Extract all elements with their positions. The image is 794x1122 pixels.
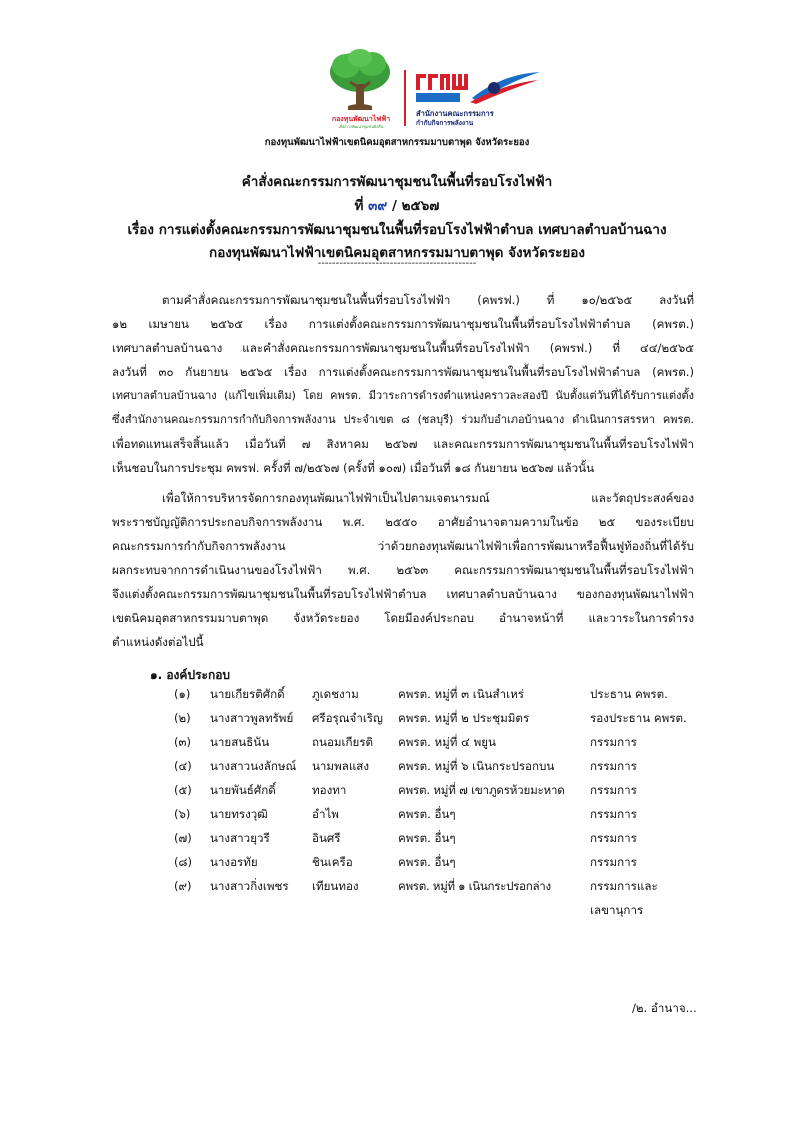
member-affiliation: คพรต. หมู่ที่ ๑ เนินกระปรอกล่าง	[398, 879, 551, 893]
member-role-continued: เลขานุการ	[590, 903, 644, 917]
member-row	[150, 734, 710, 758]
member-role: กรรมการ	[590, 759, 637, 773]
member-name: นางสาวยุวรี	[210, 831, 270, 845]
member-surname: ถนอมเกียรติ	[312, 735, 374, 749]
member-number: (๒)	[174, 711, 191, 725]
member-surname: เทียนทอง	[312, 879, 359, 893]
member-surname: ศรีอรุณจำเริญ	[312, 711, 383, 725]
member-name: นายทรงวุฒิ	[210, 807, 268, 821]
member-role: กรรมการ	[590, 831, 637, 845]
erc-logo	[412, 70, 552, 130]
paragraph-1	[112, 288, 694, 480]
paragraph-line: เทศบาลตำบลบ้านฉาง (แก้ไขเพิ่มเติม) โดย คพรต. มีวาระการดำรงตำแหน่งคราวละสองปี นับตั้งแต่วันที่ได้รับการแต่งตั้ง	[112, 389, 694, 402]
member-role: กรรมการ	[590, 735, 637, 749]
member-affiliation: คพรต. หมู่ที่ ๗ เขาภูดรห้วยมะหาด	[398, 783, 565, 797]
member-row	[150, 710, 710, 734]
member-number: (๙)	[174, 879, 192, 893]
member-surname: อำไพ	[312, 807, 339, 821]
paragraph-line: คณะกรรมการกำกับกิจการพลังงาน ว่าด้วยกองทุนพัฒนาไฟฟ้าเพื่อการพัฒนาหรือฟื้นฟูท้องถิ่นที่ได้รับ	[112, 539, 694, 553]
member-surname: นามพลแสง	[312, 759, 370, 773]
member-number: (๑)	[174, 687, 191, 701]
order-number-value: ๓๙	[368, 198, 388, 214]
order-subject: เรื่อง การแต่งตั้งคณะกรรมการพัฒนาชุมชนในพื้นที่รอบโรงไฟฟ้าตำบล เทศบาลตำบลบ้านฉาง	[127, 222, 667, 238]
paragraph-line: พระราชบัญญัติการประกอบกิจการพลังงาน พ.ศ. ๒๕๕๐ อาศัยอำนาจตามความในข้อ ๒๕ ของระเบียบ	[112, 515, 694, 529]
member-role: กรรมการ	[590, 807, 637, 821]
member-number: (๓)	[174, 735, 191, 749]
member-row	[150, 830, 710, 854]
member-name: นายพันธ์ศักดิ์	[210, 783, 276, 797]
paragraph-2	[112, 486, 694, 654]
member-number: (๕)	[174, 783, 192, 797]
member-number: (๗)	[174, 831, 192, 845]
order-number-prefix: ที่	[354, 198, 369, 214]
fund-logo-subcaption: เพื่อการพัฒนาชุมชนยั่งยืน	[338, 124, 384, 129]
paragraph-line: ผลกระทบจากการดำเนินงานของโรงไฟฟ้า พ.ศ. ๒๕๖๓ คณะกรรมการพัฒนาชุมชนในพื้นที่รอบโรงไฟฟ้า	[112, 563, 694, 577]
title-separator: --------------------------------------------	[317, 258, 477, 269]
member-number: (๖)	[174, 807, 191, 821]
member-name: นายเกียรติศักดิ์	[210, 687, 285, 701]
erc-mark-icon	[412, 70, 542, 106]
member-row	[150, 854, 710, 878]
member-surname: ชินเครือ	[312, 855, 353, 869]
member-row	[150, 806, 710, 830]
fund-logo-caption: กองทุนพัฒนาไฟฟ้า	[331, 115, 391, 123]
paragraph-line: ลงวันที่ ๓๐ กันยายน ๒๕๖๕ เรื่อง การแต่งตั้งคณะกรรมการพัฒนาชุมชนในพื้นที่รอบโรงไฟฟ้าตำบล (คพรต.)	[112, 365, 694, 379]
member-affiliation: คพรต. หมู่ที่ ๔ พยูน	[398, 735, 496, 749]
paragraph-line: จึงแต่งตั้งคณะกรรมการพัฒนาชุมชนในพื้นที่รอบโรงไฟฟ้าตำบล เทศบาลตำบลบ้านฉาง ของกองทุนพัฒนาไฟฟ้า	[112, 587, 694, 601]
section-heading: ๑. องค์ประกอบ	[150, 668, 231, 682]
erc-name-line1: สำนักงานคณะกรรมการ	[416, 109, 494, 118]
member-row	[150, 758, 710, 782]
member-name: นางสาวพูลทรัพย์	[210, 711, 294, 725]
member-row	[150, 878, 710, 926]
member-affiliation: คพรต. อื่นๆ	[398, 831, 456, 845]
paragraph-line: ตามคำสั่งคณะกรรมการพัฒนาชุมชนในพื้นที่รอบโรงไฟฟ้า (คพรฟ.) ที่ ๑๐/๒๕๖๕ ลงวันที่	[162, 293, 694, 307]
member-role: กรรมการ	[590, 783, 637, 797]
member-affiliation: คพรต. อื่นๆ	[398, 855, 456, 869]
member-number: (๘)	[174, 855, 192, 869]
fund-name: กองทุนพัฒนาไฟฟ้าเขตนิคมอุตสาหกรรมมาบตาพุด จังหวัดระยอง	[264, 137, 530, 148]
member-affiliation: คพรต. หมู่ที่ ๓ เนินสำเหร่	[398, 687, 524, 701]
member-role: กรรมการ	[590, 855, 637, 869]
paragraph-line: เพื่อทดแทนเสร็จสิ้นแล้ว เมื่อวันที่ ๗ สิงหาคม ๒๕๖๗ และคณะกรรมการพัฒนาชุมชนในพื้นที่รอบโรงไฟฟ้า	[112, 437, 694, 451]
order-title: คำสั่งคณะกรรมการพัฒนาชุมชนในพื้นที่รอบโรงไฟฟ้า	[241, 174, 553, 190]
order-number-year: / ๒๕๖๗	[387, 198, 440, 214]
member-surname: ทองทา	[312, 783, 347, 797]
paragraph-line: เพื่อให้การบริหารจัดการกองทุนพัฒนาไฟฟ้าเป็นไปตามเจตนารมณ์ และวัตถุประสงค์ของ	[162, 491, 694, 505]
member-name: นางสาวนงลักษณ์	[210, 759, 297, 773]
logo-divider	[404, 70, 406, 126]
paragraph-line: ตำแหน่งดังต่อไปนี้	[112, 635, 204, 649]
paragraph-line: ๑๒ เมษายน ๒๕๖๕ เรื่อง การแต่งตั้งคณะกรรมการพัฒนาชุมชนในพื้นที่รอบโรงไฟฟ้าตำบล (คพรต.)	[112, 317, 694, 331]
paragraph-line: ซึ่งสำนักงานคณะกรรมการกำกับกิจการพลังงาน ประจำเขต ๘ (ชลบุรี) ร่วมกับอำเภอบ้านฉาง ดำเนินการสรรหา คพรต.	[112, 413, 694, 426]
order-number	[0, 194, 794, 216]
member-name: นางอรทัย	[210, 855, 258, 869]
erc-name-line2: กำกับกิจการพลังงาน	[416, 119, 474, 127]
member-row	[150, 782, 710, 806]
member-affiliation: คพรต. อื่นๆ	[398, 807, 456, 821]
member-role: กรรมการและ	[590, 879, 658, 893]
member-role: รองประธาน คพรต.	[590, 711, 687, 725]
member-name: นางสาวกิ่งเพชร	[210, 879, 289, 893]
tree-icon	[326, 48, 394, 114]
member-affiliation: คพรต. หมู่ที่ ๖ เนินกระปรอกบน	[398, 759, 555, 773]
paragraph-line: เขตนิคมอุตสาหกรรมมาบตาพุด จังหวัดระยอง โดยมีองค์ประกอบ อำนาจหน้าที่ และวาระในการดำรง	[112, 611, 694, 625]
order-subject-line2: กองทุนพัฒนาไฟฟ้าเขตนิคมอุตสาหกรรมมาบตาพุด จังหวัดระยอง	[209, 245, 585, 261]
member-surname: อินศรี	[312, 831, 341, 845]
member-surname: ภูเดชงาม	[312, 687, 359, 701]
header-logos	[320, 48, 550, 130]
member-number: (๔)	[174, 759, 192, 773]
paragraph-line: เห็นชอบในการประชุม คพรฟ. ครั้งที่ ๗/๒๕๖๗ (ครั้งที่ ๑๐๗) เมื่อวันที่ ๑๘ กันยายน ๒๕๖๗ แล้วนั้น	[112, 461, 595, 475]
member-role: ประธาน คพรต.	[590, 687, 668, 701]
next-page-note: /๒. อำนาจ...	[632, 1001, 697, 1015]
member-row	[150, 686, 710, 710]
member-affiliation: คพรต. หมู่ที่ ๒ ประชุมมิตร	[398, 711, 530, 725]
paragraph-line: เทศบาลตำบลบ้านฉาง และคำสั่งคณะกรรมการพัฒนาชุมชนในพื้นที่รอบโรงไฟฟ้า (คพรฟ.) ที่ ๔๔/๒๕๖๕	[112, 341, 694, 355]
fund-logo	[320, 48, 400, 130]
member-name: นายสนธินัน	[210, 735, 270, 749]
